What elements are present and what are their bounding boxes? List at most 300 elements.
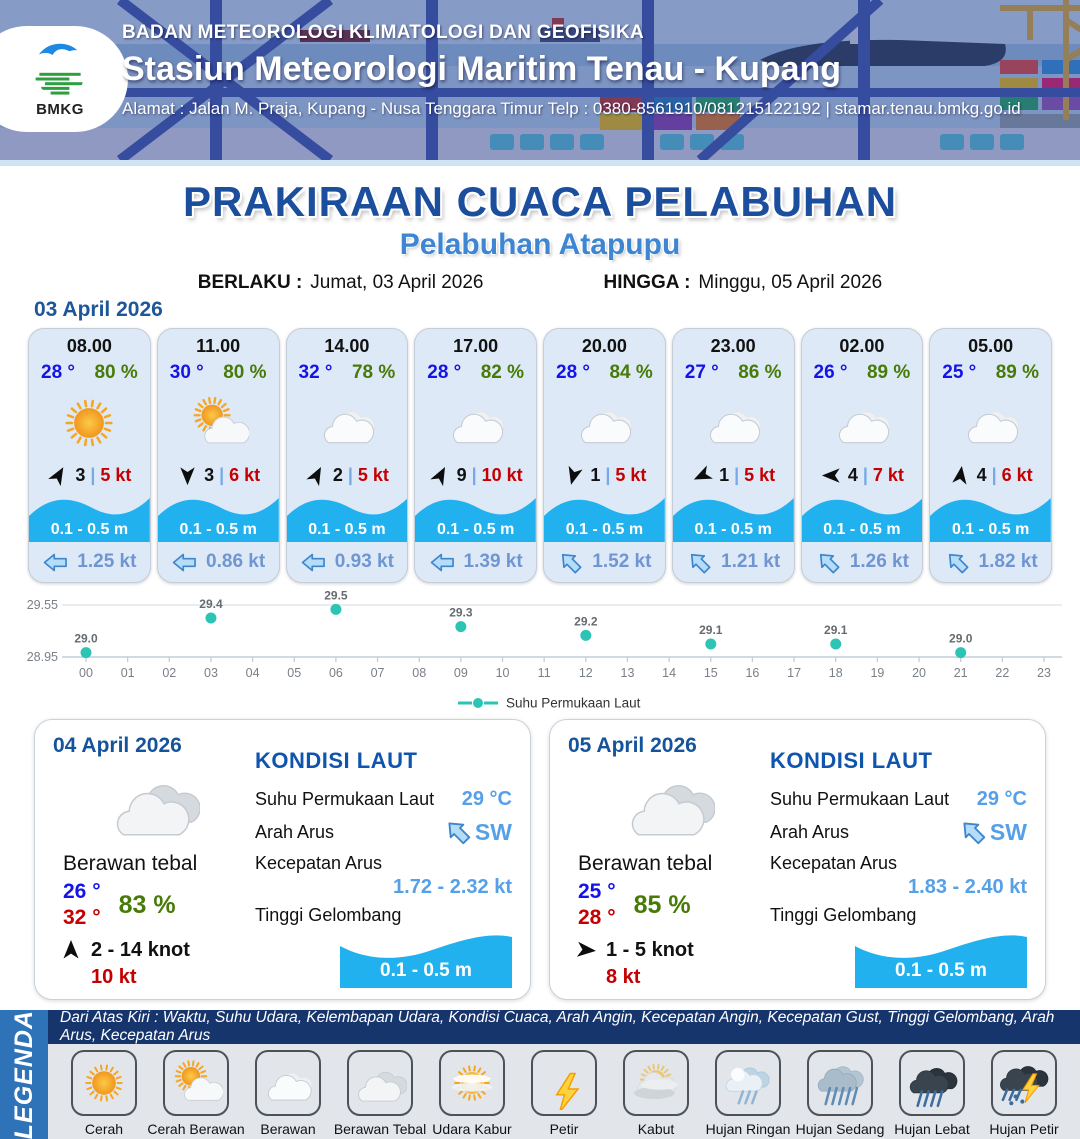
hourly-card-02.00 [801,328,924,583]
current-speed: 1.52 kt [592,551,652,572]
daily-condition: Berawan tebal [578,852,713,875]
current-row [673,542,794,582]
current-speed: 0.86 kt [206,551,266,572]
berawan-weather-icon [445,392,507,454]
current-speed: 1.21 kt [721,551,781,572]
daily-weather-icon-wrap [53,758,255,850]
legend-item-petir [518,1050,610,1137]
wind-separator: | [862,464,868,485]
current-direction-arrow [686,549,713,576]
wind-row [158,460,279,490]
point-label: 29.0 [74,631,98,646]
cerah-berawan-weather-icon [187,392,249,454]
wind-row [287,460,408,490]
x-tick-label: 19 [870,666,885,680]
wind-speed: 3 [204,464,215,485]
temp-humidity-row [544,360,665,386]
daily-weather-icon-wrap [568,758,770,850]
x-tick-label: 01 [120,666,135,680]
weather-icon-wrap [930,386,1051,460]
legend-item-hujan-sedang [794,1050,886,1137]
wave-height-band [287,490,408,542]
berawan-tebal-weather-icon [353,1056,407,1110]
humidity: 78 % [351,362,396,383]
hourly-card-08.00 [28,328,151,583]
berawan-weather-icon [261,1056,315,1110]
hourly-card-20.00 [543,328,666,583]
current-speed: 1.25 kt [77,551,137,572]
daily-forecast-row [0,715,1080,1000]
current-direction-arrow [557,549,584,576]
legend-item-berawan [242,1050,334,1137]
humidity: 80 % [94,362,138,383]
weather-icon-wrap [544,386,665,460]
udara-kabur-weather-icon [445,1056,499,1110]
sst-value: 29 °C [976,788,1027,810]
org-name: BADAN METEOROLOGI KLIMATOLOGI DAN GEOFISIKA [122,22,645,43]
wave-height-value: 0.1 - 0.5 m [823,521,901,538]
humidity: 80 % [223,362,267,383]
wind-row [544,460,665,490]
berawan-weather-icon [573,392,635,454]
hujan-petir-weather-icon [997,1056,1051,1110]
point-label: 29.1 [699,623,723,637]
daily-sea-column [770,734,1027,989]
wave-height-label: Tinggi Gelombang [769,905,917,925]
temp-humidity-row [287,360,408,386]
card-time: 02.00 [839,336,885,356]
wind-row [29,460,150,490]
bmkg-logo-text: BMKG [36,101,84,118]
temp-humidity-row [802,360,923,386]
wind-direction-arrow [176,464,199,487]
wind-gust: 5 kt [744,464,776,485]
card-time: 20.00 [581,336,627,356]
air-temperature: 25 ° [942,362,977,383]
humidity: 89 % [995,362,1039,383]
temp-humidity-row [930,360,1051,386]
legend-icon-box [347,1050,413,1116]
wind-gust: 5 kt [357,464,389,485]
weather-icon-wrap [415,386,536,460]
weather-icon-wrap [29,386,150,460]
x-tick-label: 13 [620,666,635,680]
legend-item-label: Cerah Berawan [147,1121,245,1137]
bmkg-logo [0,26,128,132]
air-temperature: 28 ° [41,362,76,383]
hingga-group [604,272,883,294]
daily-date: 05 April 2026 [568,734,697,757]
legend-item-cerah-berawan [147,1050,245,1137]
daily-date: 04 April 2026 [53,734,182,757]
wave-height-value: 0.1 - 0.5 m [565,521,644,538]
cerah-weather-icon [55,389,123,457]
daily-wave-value: 0.1 - 0.5 m [380,960,472,981]
point-label: 29.0 [949,631,973,646]
wind-gust: 6 kt [229,464,261,485]
daily-temp-max: 28 ° [578,906,616,929]
legend-item-label: Petir [549,1121,579,1137]
hourly-card-17.00 [414,328,537,583]
data-point [330,604,341,615]
current-direction-arrow [42,549,69,576]
legend-item-label: Hujan Sedang [795,1121,885,1137]
hourly-card-05.00 [929,328,1052,583]
legend-item-kabut [610,1050,702,1137]
card-time: 17.00 [453,336,499,356]
current-direction-text: SW [474,818,512,845]
legend-item-label: Udara Kabur [432,1121,512,1137]
bmkg-logo-icon [30,40,90,100]
x-tick-label: 08 [412,666,427,680]
x-tick-label: 16 [745,666,760,680]
wind-direction-arrow [429,464,452,487]
berlaku-group [198,272,484,294]
current-direction-arrow [429,549,456,576]
x-tick-label: 02 [162,666,177,680]
wave-height-band [415,490,536,542]
daily-sea-column [255,734,512,989]
card-time: 08.00 [66,336,112,356]
x-tick-label: 22 [995,666,1010,680]
berawan-weather-icon [702,392,764,454]
legend-main [48,1010,1080,1139]
wind-separator: | [347,464,353,485]
x-tick-label: 07 [370,666,385,680]
current-row [930,542,1051,582]
sst-row [770,788,1027,811]
petir-weather-icon [537,1056,591,1110]
validity-row [0,272,1080,294]
weather-icon-wrap [673,386,794,460]
sst-label: Suhu Permukaan Laut [254,789,435,809]
wind-separator: | [90,464,96,485]
berawan-tebal-weather-icon [108,758,200,850]
temp-humidity-row [415,360,536,386]
daily-gust: 10 kt [91,966,137,988]
current-speed: 0.93 kt [334,551,394,572]
current-direction-arrow [443,817,473,847]
air-temperature: 28 ° [556,362,591,383]
x-tick-label: 17 [787,666,802,680]
current-direction-value [958,817,1027,847]
hourly-card-14.00 [286,328,409,583]
temp-humidity-row [29,360,150,386]
legend-icon-box [255,1050,321,1116]
daily-gust: 8 kt [606,966,641,988]
current-speed-row [770,853,1027,874]
legend-item-label: Berawan Tebal [333,1121,427,1137]
daily-wind-range: 2 - 14 knot [91,938,190,961]
air-temperature: 32 ° [298,362,333,383]
wind-direction-arrow [305,464,328,487]
current-direction-value [443,817,512,847]
current-row [287,542,408,582]
wind-gust: 6 kt [1001,464,1033,485]
current-speed: 1.26 kt [849,551,909,572]
point-label: 29.2 [574,614,598,629]
x-tick-label: 10 [495,666,510,680]
x-tick-label: 00 [79,666,93,680]
point-label: 29.1 [824,623,848,637]
wind-separator: | [471,464,477,485]
legend-title: LEGENDA [9,1010,38,1139]
daily-condition: Berawan tebal [63,852,198,875]
page-title: PRAKIRAAN CUACA PELABUHAN [182,178,898,225]
current-direction-arrow [944,549,971,576]
current-speed: 1.82 kt [978,551,1038,572]
current-direction-label: Arah Arus [769,821,849,842]
daily-humidity: 85 % [633,890,691,919]
hujan-lebat-weather-icon [905,1056,959,1110]
wind-gust: 10 kt [481,464,523,485]
humidity: 82 % [480,362,524,383]
current-row [802,542,923,582]
wind-speed: 4 [976,464,987,485]
data-point [455,621,466,632]
data-point [830,639,841,650]
sst-scatter-chart [0,583,1080,715]
temp-humidity-row [158,360,279,386]
current-direction-arrow [171,549,198,576]
wind-speed: 1 [719,464,730,485]
daily-temps [578,880,770,930]
x-tick-label: 23 [1037,666,1051,680]
current-row [158,542,279,582]
sea-surface-temp-chart [0,583,1080,715]
wave-height-band [673,490,794,542]
berlaku-value: Jumat, 03 April 2026 [310,272,484,293]
hourly-forecast-row [0,322,1080,583]
legend-item-label: Kabut [637,1121,675,1137]
wind-direction-arrow [47,464,70,487]
cerah-berawan-weather-icon [169,1056,223,1110]
daily-wind-range: 1 - 5 knot [606,938,694,961]
wind-direction-arrow [820,464,843,487]
legend-icon-box [623,1050,689,1116]
y-tick-label: 29.55 [26,598,58,612]
legend-icon-box [899,1050,965,1116]
header-banner [0,0,1080,160]
x-tick-label: 03 [204,666,218,680]
legend-icon-box [163,1050,229,1116]
current-row [544,542,665,582]
daily-card-04-April-2026 [34,719,531,1000]
hujan-ringan-weather-icon [721,1056,775,1110]
daily-temp-max: 32 ° [63,906,101,929]
hingga-label: HINGGA : [603,272,691,293]
current-direction-text: SW [989,818,1027,845]
point-label: 29.5 [324,588,348,603]
berawan-weather-icon [316,392,378,454]
wave-height-row [770,905,1027,926]
wave-height-value: 0.1 - 0.5 m [694,521,772,538]
current-direction-row [770,817,1027,847]
station-address: Alamat : Jalan M. Praja, Kupang - Nusa Tenggara Timur Telp : 0380-8561910/081215122192 | stamar.tenau.bmkg.go.id [122,99,1021,118]
humidity: 86 % [738,362,782,383]
daily-temps [63,880,255,930]
daily-wave-graphic [855,930,1027,988]
x-tick-label: 18 [828,666,843,680]
wave-height-value: 0.1 - 0.5 m [179,521,257,538]
current-row [29,542,150,582]
header-text-block [122,22,1021,119]
x-tick-label: 05 [287,666,302,680]
data-point [955,647,966,658]
data-point [81,647,92,658]
x-tick-label: 04 [245,666,260,680]
current-direction-row [255,817,512,847]
legend-icon-box [71,1050,137,1116]
daily-temp-min: 26 ° [63,880,101,903]
wave-height-label: Tinggi Gelombang [254,905,402,925]
kabut-weather-icon [629,1056,683,1110]
wind-gust: 5 kt [615,464,647,485]
current-row [415,542,536,582]
x-tick-label: 15 [703,666,718,680]
wind-separator: | [991,464,997,485]
daily-card-05-April-2026 [549,719,1046,1000]
current-speed: 1.39 kt [463,551,523,572]
sst-value: 29 °C [461,788,512,810]
legend-item-label: Hujan Lebat [894,1121,970,1137]
wind-direction-arrow [59,938,83,962]
current-speed-label: Kecepatan Arus [769,853,898,873]
data-point [580,630,591,641]
wind-row [802,460,923,490]
wave-height-band [29,490,150,542]
wave-height-value: 0.1 - 0.5 m [436,521,515,538]
wave-height-row [255,905,512,926]
humidity: 84 % [609,362,653,383]
card-time: 23.00 [710,336,756,356]
x-tick-label: 20 [912,666,926,680]
hourly-card-23.00 [672,328,795,583]
wave-height-band [930,490,1051,542]
point-label: 29.3 [449,605,473,620]
data-point [205,613,216,624]
berawan-tebal-weather-icon [623,758,715,850]
air-temperature: 28 ° [427,362,462,383]
cerah-weather-icon [77,1056,131,1110]
legend-icon-box [715,1050,781,1116]
title-block [0,166,1080,298]
humidity: 89 % [866,362,911,383]
current-speed-label: Kecepatan Arus [254,853,383,873]
sea-conditions-title: KONDISI LAUT [254,748,418,773]
wind-direction-arrow [562,464,585,487]
x-tick-label: 14 [662,666,677,680]
daily-wave-graphic [340,930,512,988]
legend-item-hujan-lebat [886,1050,978,1137]
wave-height-value: 0.1 - 0.5 m [951,521,1030,538]
hingga-value: Minggu, 05 April 2026 [698,272,883,293]
legend-item-berawan-tebal [334,1050,426,1137]
wind-separator: | [605,464,611,485]
daily-left-column [53,734,255,989]
legend-icon-box [807,1050,873,1116]
legend-item-hujan-ringan [702,1050,794,1137]
current-speed-value: 1.72 - 2.32 kt [393,876,512,898]
legend-icon-box [991,1050,1057,1116]
wind-direction-arrow [574,938,598,962]
berawan-weather-icon [960,392,1022,454]
wind-speed: 9 [456,464,467,485]
y-tick-label: 28.95 [26,650,58,664]
chart-legend-label: Suhu Permukaan Laut [506,695,641,711]
point-label: 29.4 [199,597,223,611]
x-tick-label: 09 [453,666,468,680]
legend-section [0,1010,1080,1139]
legend-item-hujan-petir [978,1050,1070,1137]
wave-height-value: 0.1 - 0.5 m [50,521,129,538]
sst-row [255,788,512,811]
wind-speed: 4 [847,464,858,485]
wind-direction-arrow [949,464,972,487]
daily-wind-row [59,938,255,962]
wind-gust: 7 kt [872,464,904,485]
card-time: 14.00 [324,336,370,356]
wind-separator: | [219,464,225,485]
data-point [705,639,716,650]
legend-item-label: Cerah [84,1121,124,1137]
daily-humidity: 83 % [118,890,176,919]
current-speed-row [255,853,512,874]
berlaku-label: BERLAKU : [197,272,303,293]
current-speed-value: 1.83 - 2.40 kt [908,876,1027,898]
legend-icon-box [531,1050,597,1116]
current-direction-arrow [958,817,988,847]
air-temperature: 27 ° [684,362,719,383]
wind-speed: 2 [332,464,343,485]
wind-speed: 3 [75,464,86,485]
legend-item-udara-kabur [426,1050,518,1137]
wind-separator: | [734,464,740,485]
wind-gust: 5 kt [100,464,132,485]
legend-icon-box [439,1050,505,1116]
current-direction-label: Arah Arus [254,821,334,842]
hujan-sedang-weather-icon [813,1056,867,1110]
x-tick-label: 11 [537,666,551,680]
wave-height-value: 0.1 - 0.5 m [308,521,386,538]
port-name: Pelabuhan Atapupu [399,228,681,261]
sea-conditions-title: KONDISI LAUT [769,748,933,773]
station-name: Stasiun Meteorologi Maritim Tenau - Kupang [122,50,842,88]
hourly-card-11.00 [157,328,280,583]
legend-item-label: Berawan [260,1121,316,1137]
current-direction-arrow [300,549,327,576]
sst-label: Suhu Permukaan Laut [769,789,950,809]
card-time: 05.00 [968,336,1014,356]
daily-left-column [568,734,770,989]
daily-temp-min: 25 ° [578,880,616,903]
wave-height-band [158,490,279,542]
wind-direction-arrow [691,464,714,487]
x-tick-label: 06 [328,666,343,680]
weather-icon-wrap [287,386,408,460]
x-tick-label: 12 [578,666,593,680]
legend-title-bar [0,1010,48,1139]
legend-item-label: Hujan Petir [989,1121,1059,1137]
legend-item-cerah [58,1050,150,1137]
current-direction-arrow [815,549,842,576]
wave-height-band [802,490,923,542]
legend-item-label: Hujan Ringan [705,1121,791,1137]
wind-speed: 1 [590,464,601,485]
forecast-date: 03 April 2026 [34,298,163,321]
x-tick-label: 21 [953,666,968,680]
berawan-weather-icon [831,392,893,454]
